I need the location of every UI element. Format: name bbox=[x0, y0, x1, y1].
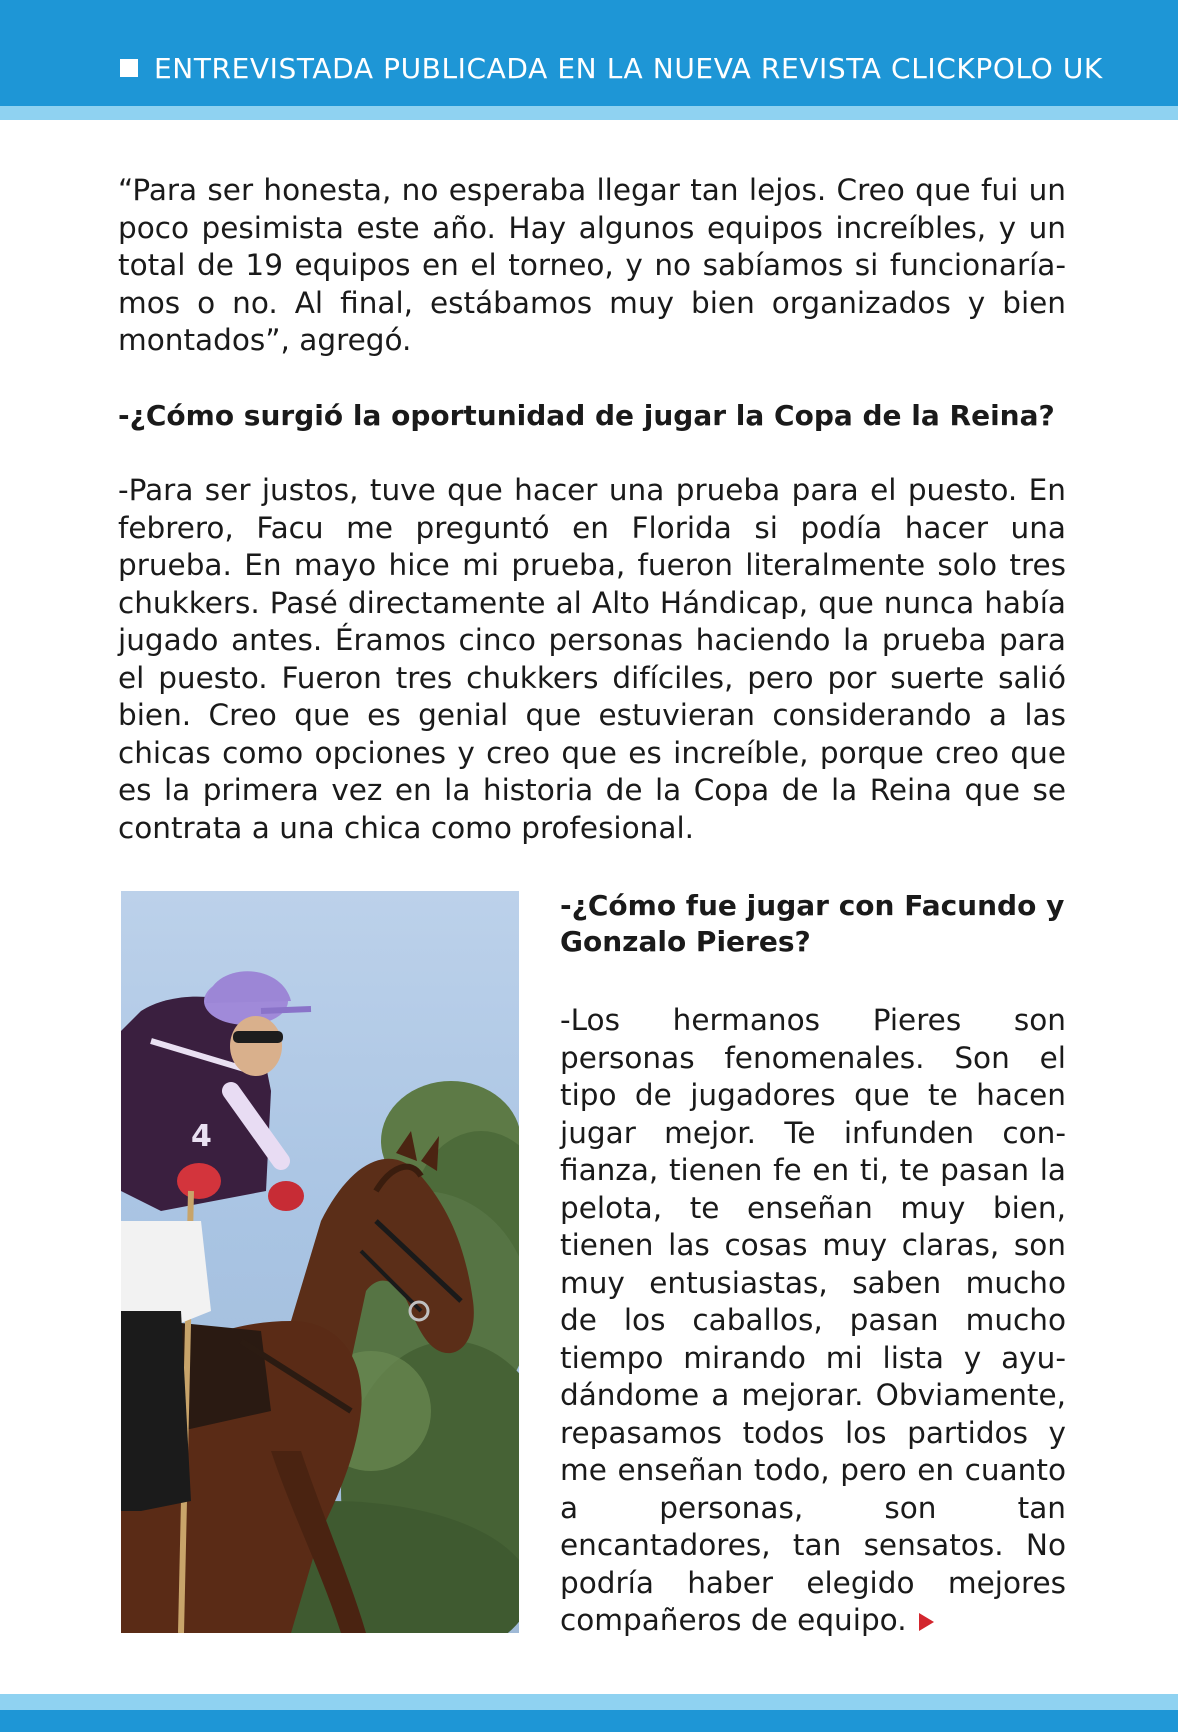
question-1-heading: -¿Cómo surgió la oportunidad de jugar la Copa de la Reina? bbox=[118, 399, 1055, 432]
question-2-heading: -¿Cómo fue jugar con Facundo y Gonzalo Pieres? bbox=[560, 889, 1065, 958]
header-title: ENTREVISTADA PUBLICADA EN LA NUEVA REVISTA CLICKPOLO UK bbox=[154, 51, 1103, 85]
answer-1-paragraph: -Para ser justos, tuve que hacer una prueba para el puesto. En febrero, Facu me preguntó en Florida si podía hacer una prueba. En mayo hice mi prueba, fueron literalmente solo tres chukkers. Pasé directamente al Alto Hándicap, que nunca había jugado antes. Éramos cinco personas haciendo la prueba para el puesto. Fueron tres chukkers difíciles, pero por suerte salió bien. Creo que es genial que estuvieran considerando a las chicas como opciones y creo que es increíble, porque creo que es la primera vez en la historia de la Copa de la Reina que se contrata a una chica como profesional. bbox=[118, 473, 1066, 845]
bottom-footer-band bbox=[0, 1710, 1178, 1732]
header bbox=[120, 48, 1103, 88]
triangle-end-icon bbox=[919, 1613, 934, 1631]
intro-paragraph: “Para ser honesta, no esperaba llegar tan lejos. Creo que fui un poco pesimista este año. Hay algunos equipos increíbles, y un total de 19 equipos en el torneo, y no sabíamos si funcionaríamos o no. Al final, estábamos muy bien organizados y bien montados”, agregó. bbox=[118, 173, 1066, 357]
answer-2-paragraph bbox=[560, 1002, 1066, 1640]
polo-player-photo bbox=[121, 891, 519, 1633]
answer-2-text: -Los hermanos Pieres son personas fenomenales. Son el tipo de jugadores que te hacen jugar mejor. Te infunden confianza, tienen fe en ti, te pasan la pelota, te enseñan muy bien, tienen las cosas muy claras, son muy entusiastas, saben mucho de los caballos, pasan mucho tiempo mirando mi lista y ayudándome a mejorar. Obviamente, repasamos todos los partidos y me enseñan todo, pero en cuanto a personas, son tan encantadores, tan sensatos. No podría haber elegido mejores compañeros de equipo. bbox=[560, 1003, 1066, 1637]
square-bullet-icon bbox=[120, 59, 138, 77]
bottom-accent-stripe bbox=[0, 1694, 1178, 1710]
top-accent-stripe bbox=[0, 106, 1178, 120]
svg-text:4: 4 bbox=[191, 1119, 212, 1154]
